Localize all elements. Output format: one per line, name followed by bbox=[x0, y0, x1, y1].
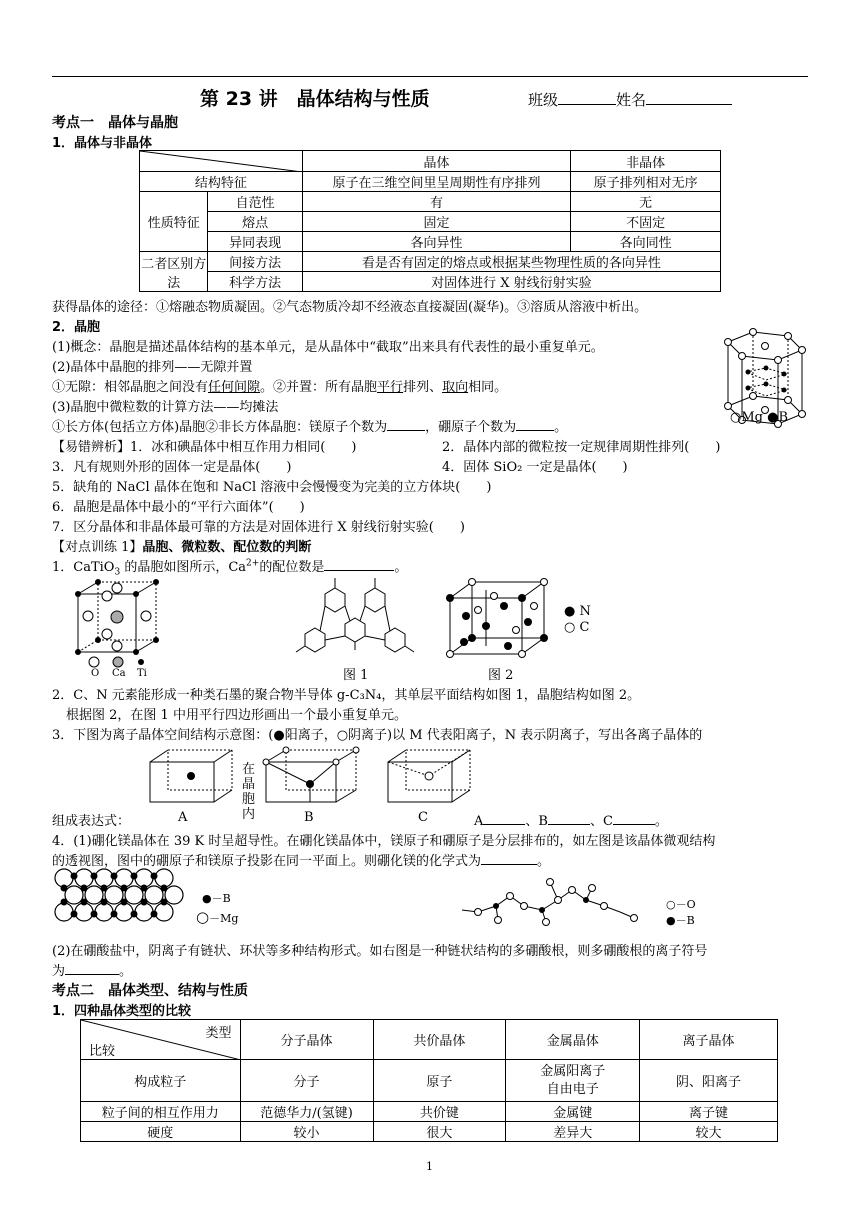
gc3n4-cell-figure bbox=[444, 576, 552, 660]
train-q3: 3．下图为离子晶体空间结构示意图：(●阳离子，○阴离子)以 M 代表阳离子，N 表示阴离子，写出各离子晶体的 bbox=[52, 728, 703, 743]
hdr-molecular: 分子晶体 bbox=[240, 1020, 373, 1060]
indirect-text: 看是否有固定的熔点或根据某些物理性质的各向异性 bbox=[302, 252, 720, 272]
legend-o: O bbox=[91, 668, 100, 679]
iso-crystal: 各向异性 bbox=[302, 232, 571, 252]
kp1-sub1: 1．晶体与非晶体 bbox=[52, 136, 153, 151]
q1-b: 3 bbox=[114, 567, 121, 578]
row-particle-ionic: 阴、阳离子 bbox=[640, 1060, 778, 1102]
structure-amorphous: 原子排列相对无序 bbox=[571, 172, 721, 192]
ans-a-blank[interactable] bbox=[483, 812, 525, 825]
train-q4d: (2)在硼酸盐中，阴离子有链状、环状等多种结构形式。如右图是一种链状结构的多硼酸根，则多硼酸根的离子符号 bbox=[52, 944, 708, 959]
row-force-label: 粒子间的相互作用力 bbox=[81, 1102, 241, 1122]
borate-chain-figure bbox=[458, 876, 648, 928]
diag-top: 类型 bbox=[205, 1026, 232, 1041]
class-field bbox=[528, 89, 732, 110]
q1-c: 的晶胞如图所示，Ca bbox=[120, 560, 247, 575]
q4-f: 。 bbox=[119, 964, 133, 979]
kp2-sub1: 1．四种晶体类型的比较 bbox=[52, 1004, 192, 1019]
structure-crystal: 原子在三维空间里呈周期性有序排列 bbox=[302, 172, 571, 192]
ans-b-blank[interactable] bbox=[548, 812, 590, 825]
legend-c-text: C bbox=[579, 620, 590, 635]
inside-label: 在晶胞内 bbox=[242, 762, 256, 822]
page-number: 1 bbox=[426, 1160, 433, 1173]
leg-o: ○－O bbox=[666, 898, 696, 911]
science-label: 科学方法 bbox=[208, 272, 302, 292]
row-particle-metallic: 金属阳离子 自由电子 bbox=[506, 1060, 640, 1102]
arrange-f: 取向 bbox=[442, 380, 469, 395]
mistakes-tag: 【易错辨析】 bbox=[52, 440, 131, 455]
iso-label: 异同表现 bbox=[208, 232, 302, 252]
iso-amorphous: 各向同性 bbox=[571, 232, 721, 252]
q1-f: 。 bbox=[394, 560, 408, 575]
cube-b-label: B bbox=[304, 810, 314, 825]
q3-a: 3．下图为离子晶体空间结构示意图：( bbox=[52, 728, 274, 743]
page-title: 第 23 讲 晶体结构与性质 bbox=[200, 88, 430, 110]
concept-text: (1)概念：晶胞是描述晶体结构的基本单元，是从晶体中“截取”出来具有代表性的最小重复单元。 bbox=[52, 340, 604, 355]
arrange-c: 。②并置：所有晶胞 bbox=[260, 380, 378, 395]
kp1-heading: 考点一 晶体与晶胞 bbox=[52, 115, 178, 131]
row-force-ionic: 离子键 bbox=[640, 1102, 778, 1122]
leg-b2: ●－B bbox=[666, 914, 695, 927]
ways-text: 获得晶体的途径：①熔融态物质凝固。②气态物质冷却不经液态直接凝固(凝华)。③溶质从溶液中析出。 bbox=[52, 300, 648, 315]
row-hardness-metallic: 差异大 bbox=[506, 1122, 640, 1142]
cube-c-label: C bbox=[418, 810, 428, 825]
ans-c-blank[interactable] bbox=[613, 812, 655, 825]
train-q4a: 4．(1)硼化镁晶体在 39 K 时呈超导性。在硼化镁晶体中，镁原子和硼原子是分层排布的，如左图是该晶体微观结构 bbox=[52, 834, 716, 849]
mistake-row1 bbox=[52, 436, 356, 455]
diag-line bbox=[140, 151, 302, 172]
prop-group: 性质特征 bbox=[140, 192, 208, 252]
row-force-metallic: 金属键 bbox=[506, 1102, 640, 1122]
q4-b: 的透视图，图中的硼原子和镁原子投影在同一平面上。则硼化镁的化学式为 bbox=[52, 854, 482, 869]
calc2-text bbox=[52, 416, 567, 435]
row-hardness-molecular: 较小 bbox=[240, 1122, 373, 1142]
mistake-q5: 5．缺角的 NaCl 晶体在饱和 NaCl 溶液中会慢慢变为完美的立方体块( ) bbox=[52, 480, 492, 495]
hdr-ionic: 离子晶体 bbox=[640, 1020, 778, 1060]
calc2-b: ，硼原子个数为 bbox=[425, 420, 517, 435]
legend-ti: Ti bbox=[137, 668, 147, 679]
type-diag-corner bbox=[81, 1020, 241, 1060]
melt-label: 熔点 bbox=[208, 212, 302, 232]
training-tag: 【对点训练 1】 bbox=[52, 540, 143, 555]
mistake-q4: 4．固体 SiO₂ 一定是晶体( ) bbox=[442, 460, 628, 475]
arrange-g: 相同。 bbox=[468, 380, 508, 395]
row-particle-label: 构成粒子 bbox=[81, 1060, 241, 1102]
header-rule bbox=[52, 76, 808, 77]
science-text: 对固体进行 X 射线衍射实验 bbox=[302, 272, 720, 292]
legend-ca: Ca bbox=[112, 668, 126, 679]
ans-end: 。 bbox=[654, 814, 668, 829]
hex-legend-text: Mg ●B bbox=[741, 410, 789, 425]
q1-blank[interactable] bbox=[324, 558, 394, 571]
train-q2a: 2．C、N 元素能形成一种类石墨的聚合物半导体 g-C₃N₄，其单层平面结构如图 1，晶胞结构如图 2。 bbox=[52, 688, 641, 703]
q3-b: 阳离子， bbox=[284, 728, 337, 743]
crystal-type-table bbox=[80, 1019, 778, 1142]
structure-label: 结构特征 bbox=[140, 172, 303, 192]
leg-b: ●－B bbox=[202, 892, 231, 905]
fig2-label: 图 2 bbox=[488, 668, 514, 683]
q1-d: 2+ bbox=[246, 558, 260, 569]
leg-mg-text: －Mg bbox=[209, 912, 239, 925]
q1-a: 1．CaTiO bbox=[52, 560, 115, 575]
row-force-covalent: 共价键 bbox=[373, 1102, 506, 1122]
mgb2-figure bbox=[54, 866, 194, 924]
q3-answers bbox=[474, 810, 668, 829]
legend-c: ○ C bbox=[564, 620, 590, 635]
q4e-blank[interactable] bbox=[65, 962, 119, 975]
self-crystal: 有 bbox=[302, 192, 571, 212]
calc-text: (3)晶胞中微粒数的计算方法——均摊法 bbox=[52, 400, 279, 415]
melt-crystal: 固定 bbox=[302, 212, 571, 232]
row-particle-molecular: 分子 bbox=[240, 1060, 373, 1102]
calc2-c: 。 bbox=[554, 420, 568, 435]
kp2-heading: 考点二 晶体类型、结构与性质 bbox=[52, 983, 248, 999]
indirect-label: 间接方法 bbox=[208, 252, 302, 272]
training-heading bbox=[52, 536, 311, 555]
self-amorphous: 无 bbox=[571, 192, 721, 212]
arrange-text: (2)晶体中晶胞的排列——无隙并置 bbox=[52, 360, 253, 375]
mistake-q3: 3．凡有规则外形的固体一定是晶体( ) bbox=[52, 460, 292, 475]
leg-mg: ○－Mg bbox=[196, 908, 239, 926]
q4-e: 为 bbox=[52, 964, 66, 979]
ans-a: A bbox=[474, 814, 484, 829]
row-hardness-ionic: 较大 bbox=[640, 1122, 778, 1142]
dist-group: 二者区别方法 bbox=[140, 252, 208, 292]
name-blank[interactable] bbox=[646, 92, 732, 105]
gc3n4-layer-figure bbox=[290, 574, 440, 666]
q3-expr: 组成表达式： bbox=[52, 814, 131, 829]
row-hardness-label: 硬度 bbox=[81, 1122, 241, 1142]
hdr-covalent: 共价晶体 bbox=[373, 1020, 506, 1060]
name-label: 姓名 bbox=[616, 91, 647, 109]
melt-amorphous: 不固定 bbox=[571, 212, 721, 232]
ionic-cube-b bbox=[262, 746, 362, 808]
hdr-crystal: 晶体 bbox=[302, 151, 571, 172]
hdr-amorphous: 非晶体 bbox=[571, 151, 721, 172]
catio3-legend-marks bbox=[86, 656, 156, 668]
train-q4e bbox=[52, 960, 132, 979]
calc2-a: ①长方体(包括立方体)晶胞②非长方体晶胞：镁原子个数为 bbox=[52, 420, 388, 435]
arrange-detail bbox=[52, 376, 507, 395]
class-label: 班级 bbox=[528, 91, 559, 109]
mistake-q7: 7．区分晶体和非晶体最可靠的方法是对固体进行 X 射线衍射实验( ) bbox=[52, 520, 465, 535]
row-particle-covalent: 原子 bbox=[373, 1060, 506, 1102]
legend-n-text: N bbox=[579, 604, 591, 619]
fig1-label: 图 1 bbox=[343, 668, 369, 683]
hex-legend: ○Mg ●B bbox=[730, 410, 789, 425]
diag-corner bbox=[140, 151, 303, 172]
ionic-cube-a bbox=[146, 746, 238, 808]
arrange-a: ①无隙：相邻晶胞之间没有 bbox=[52, 380, 209, 395]
mistake-q2: 2．晶体内部的微粒按一定规律周期性排列( ) bbox=[442, 440, 721, 455]
train-q2b: 根据图 2，在图 1 中用平行四边形画出一个最小重复单元。 bbox=[66, 708, 407, 723]
kp1-sub2: 2．晶胞 bbox=[52, 320, 101, 335]
crystal-table bbox=[139, 150, 721, 292]
ans-c: 、C bbox=[589, 814, 613, 829]
ans-b: 、B bbox=[525, 814, 548, 829]
legend-n: ● N bbox=[564, 604, 591, 619]
q4-blank[interactable] bbox=[481, 852, 537, 865]
arrange-d: 平行 bbox=[377, 380, 404, 395]
self-label: 自范性 bbox=[208, 192, 302, 212]
row-hardness-covalent: 很大 bbox=[373, 1122, 506, 1142]
mistake-q1: 1．冰和碘晶体中相互作用力相同( ) bbox=[130, 440, 357, 455]
class-blank[interactable] bbox=[558, 92, 616, 105]
b-blank[interactable] bbox=[516, 418, 554, 431]
q3-c: 阴离子)以 M 代表阳离子，N 表示阴离子，写出各离子晶体的 bbox=[348, 728, 703, 743]
row-force-molecular: 范德华力/(氢键) bbox=[240, 1102, 373, 1122]
mistake-q6: 6．晶胞是晶体中最小的“平行六面体”( ) bbox=[52, 500, 305, 515]
arrange-e: 排列、 bbox=[403, 380, 443, 395]
hdr-metallic: 金属晶体 bbox=[506, 1020, 640, 1060]
arrange-b: 任何间隙 bbox=[208, 380, 261, 395]
ionic-cube-c bbox=[384, 746, 476, 808]
training-title: 晶胞、微粒数、配位数的判断 bbox=[142, 540, 312, 555]
q4-c: 。 bbox=[537, 854, 551, 869]
diag-bottom: 比较 bbox=[89, 1044, 116, 1059]
q1-e: 的配位数是 bbox=[259, 560, 325, 575]
mg-blank[interactable] bbox=[387, 418, 425, 431]
cube-a-label: A bbox=[178, 810, 188, 825]
